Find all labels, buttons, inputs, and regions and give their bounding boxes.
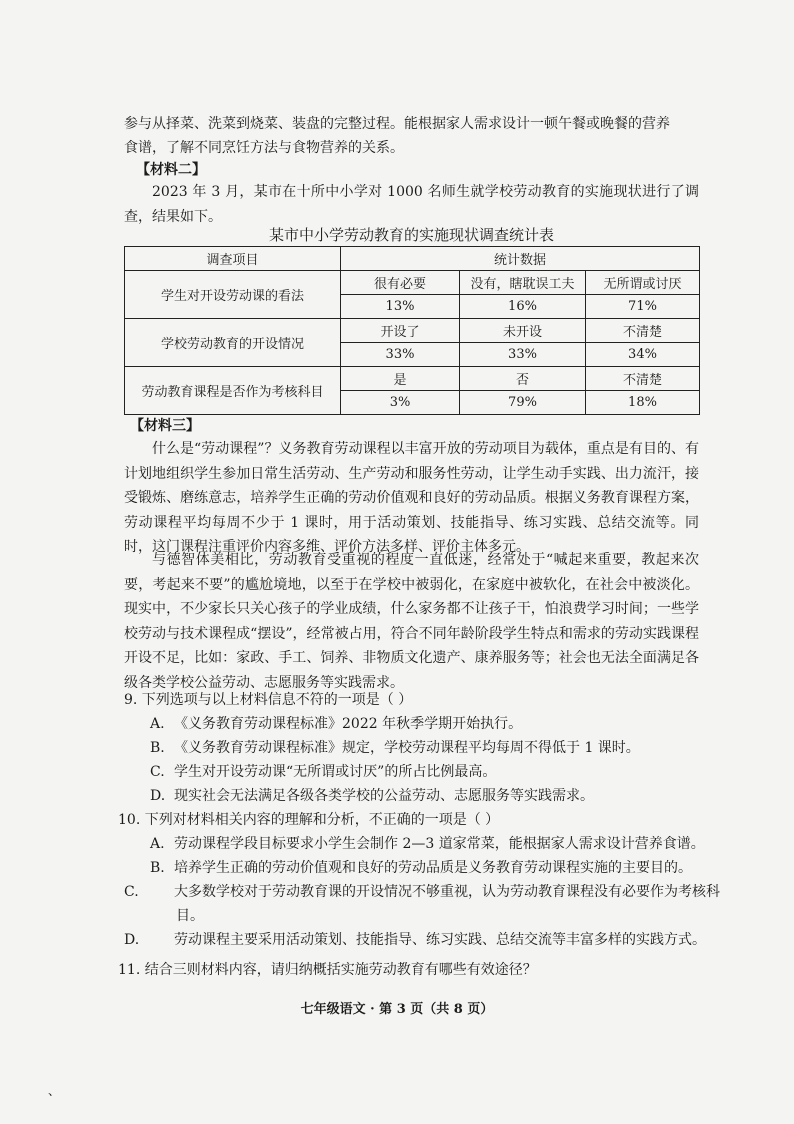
row-item: 劳动教育课程是否作为考核科目 bbox=[125, 367, 341, 415]
q10-option-a bbox=[150, 832, 710, 856]
row-item: 学生对开设劳动课的看法 bbox=[125, 271, 341, 319]
q10-option-b bbox=[150, 856, 710, 880]
stray-mark: 、 bbox=[48, 1084, 61, 1098]
row-label: 未开设 bbox=[460, 319, 586, 343]
row-value: 33% bbox=[460, 343, 586, 367]
material3-paragraph-2: 与德智体美相比，劳动教育受重视的程度一直低迷，经常处于“喊起来重要，教起来次要，考起来不要”的尴尬境地，以至于在学校中被弱化，在家庭中被软化，在社会中被淡化。现实中，不少家长只关心孩子的学业成绩，什么家务都不让孩子干，怕浪费学习时间；一些学校劳动与技术课程成“摆设”，经常被占用，符合不同年龄阶段学生特点和需求的劳动实践课程开设不足，比如：家政、手工、饲养、非物质文化遗产、康养服务等；社会也无法全面满足各级各类学校公益劳动、志愿服务等实践需求。 bbox=[124, 552, 699, 691]
option-letter: C. bbox=[150, 764, 165, 780]
option-text: 学生对开设劳动课“无所谓或讨厌”的所占比例最高。 bbox=[174, 764, 497, 780]
question-10-stem: 10. 下列对材料相关内容的理解和分析，不正确的一项是（ ） bbox=[118, 812, 500, 828]
row-value: 71% bbox=[586, 295, 700, 319]
row-value: 16% bbox=[460, 295, 586, 319]
intro-line-1: 参与从择菜、洗菜到烧菜、装盘的完整过程。能根据家人需求设计一顿午餐或晚餐的营养 bbox=[124, 116, 670, 132]
q9-option-a bbox=[150, 712, 710, 736]
question-11-stem: 11. 结合三则材料内容，请归纳概括实施劳动教育有哪些有效途径？ bbox=[118, 962, 537, 978]
option-text: 培养学生正确的劳动价值观和良好的劳动品质是义务教育劳动课程实施的主要目的。 bbox=[174, 860, 692, 876]
row-value: 18% bbox=[586, 391, 700, 415]
option-letter: A. bbox=[150, 836, 165, 852]
q9-option-c bbox=[150, 760, 710, 784]
row-item: 学校劳动教育的开设情况 bbox=[125, 319, 341, 367]
page-footer: 七年级语文 · 第 3 页（共 8 页） bbox=[300, 1002, 494, 1017]
material3-heading: 【材料三】 bbox=[130, 418, 200, 434]
option-text: 劳动课程主要采用活动策划、技能指导、练习实践、总结交流等丰富多样的实践方式。 bbox=[174, 932, 706, 948]
option-letter: B. bbox=[150, 740, 165, 756]
header-data: 统计数据 bbox=[341, 247, 700, 271]
q10-option-d bbox=[124, 928, 724, 952]
survey-table bbox=[124, 246, 700, 415]
q9-option-d bbox=[150, 784, 710, 808]
row-label: 没有，瞎耽误工夫 bbox=[460, 271, 586, 295]
row-value: 79% bbox=[460, 391, 586, 415]
row-label: 开设了 bbox=[341, 319, 460, 343]
row-label: 很有必要 bbox=[341, 271, 460, 295]
row-label: 不清楚 bbox=[586, 367, 700, 391]
option-letter: A. bbox=[150, 716, 165, 732]
row-label: 不清楚 bbox=[586, 319, 700, 343]
option-letter: D. bbox=[150, 788, 166, 804]
table-title: 某市中小学劳动教育的实施现状调查统计表 bbox=[268, 226, 554, 244]
material3-paragraph-1: 什么是“劳动课程”？义务教育劳动课程以丰富开放的劳动项目为载体，重点是有目的、有计划地组织学生参加日常生活劳动、生产劳动和服务性劳动，让学生动手实践、出力流汗，接受锻炼、磨练意志，培养学生正确的劳动价值观和良好的劳动品质。根据义务教育课程方案，劳动课程平均每周不少于 1 课时，用于活动策划、技能指导、练习实践、总结交流等。同时，这门课程注重评价内容多维、评价方法多样、评价主体多元。 bbox=[124, 441, 699, 555]
material2-heading: 【材料二】 bbox=[136, 162, 206, 178]
row-label: 是 bbox=[341, 367, 460, 391]
option-text: 劳动课程学段目标要求小学生会制作 2—3 道家常菜，能根据家人需求设计营养食谱。 bbox=[174, 836, 705, 852]
row-value: 3% bbox=[341, 391, 460, 415]
option-letter: C. bbox=[124, 884, 139, 900]
header-item: 调查项目 bbox=[125, 247, 341, 271]
material2-paragraph: 2023 年 3 月，某市在十所中小学对 1000 名师生就学校劳动教育的实施现状进行了调查，结果如下。 bbox=[124, 184, 699, 225]
row-label: 否 bbox=[460, 367, 586, 391]
option-text: 《义务教育劳动课程标准》2022 年秋季学期开始执行。 bbox=[174, 716, 523, 732]
row-value: 34% bbox=[586, 343, 700, 367]
option-text: 现实社会无法满足各级各类学校的公益劳动、志愿服务等实践需求。 bbox=[174, 788, 594, 804]
option-letter: B. bbox=[150, 860, 165, 876]
option-text: 《义务教育劳动课程标准》规定，学校劳动课程平均每周不得低于 1 课时。 bbox=[174, 740, 640, 756]
question-9-stem: 9. 下列选项与以上材料信息不符的一项是（ ） bbox=[124, 692, 413, 708]
intro-line-2: 食谱，了解不同烹饪方法与食物营养的关系。 bbox=[124, 140, 404, 156]
option-letter: D. bbox=[124, 932, 140, 948]
row-label: 无所谓或讨厌 bbox=[586, 271, 700, 295]
option-text: 大多数学校对于劳动教育课的开设情况不够重视，认为劳动教育课程没有必要作为考核科目。 bbox=[174, 884, 720, 924]
row-value: 13% bbox=[341, 295, 460, 319]
q10-option-c bbox=[124, 880, 724, 928]
row-value: 33% bbox=[341, 343, 460, 367]
q9-option-b bbox=[150, 736, 710, 760]
